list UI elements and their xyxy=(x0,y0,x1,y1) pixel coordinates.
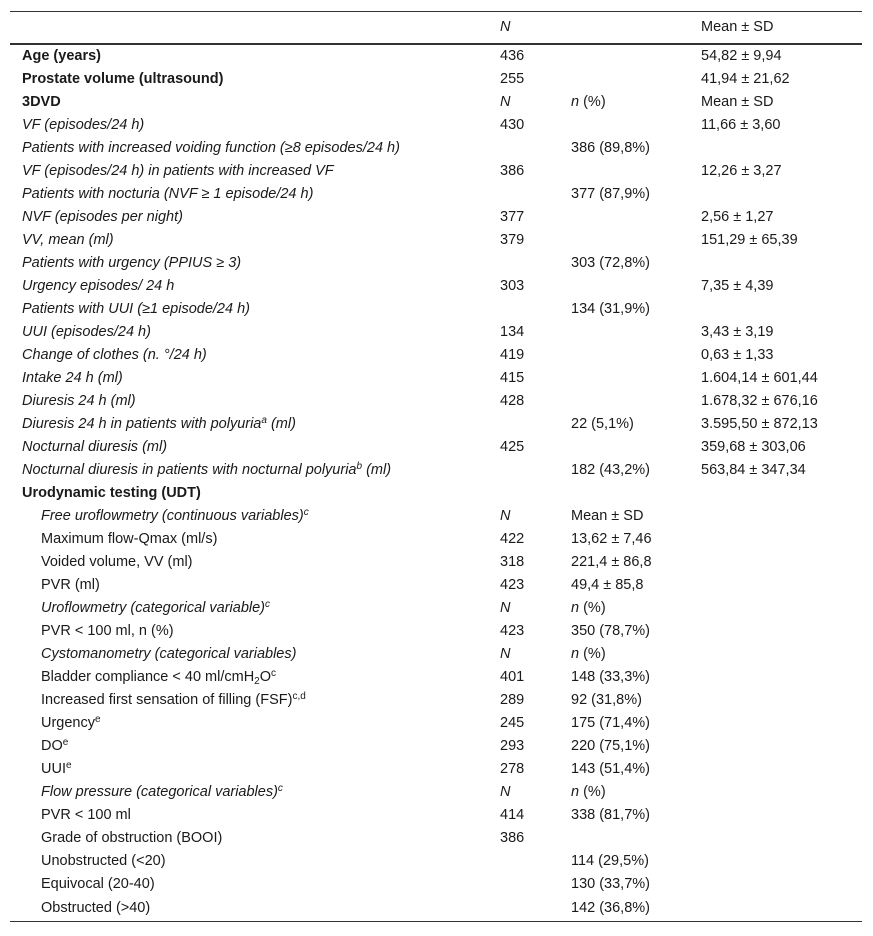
row-label xyxy=(10,758,500,781)
row-mean xyxy=(701,873,862,896)
row-n: N xyxy=(500,600,511,616)
row-label: Voided volume, VV (ml) xyxy=(41,554,193,570)
row-label-text: Nocturnal diuresis in patients with nocturnal polyuria xyxy=(22,462,357,478)
row-mean xyxy=(701,597,862,620)
header-n: N xyxy=(500,19,511,35)
row-label-tail: O xyxy=(259,669,272,685)
table-row xyxy=(10,344,862,367)
row-label-text: DO xyxy=(41,738,63,754)
table-row xyxy=(10,275,862,298)
row-label: PVR < 100 ml, n (%) xyxy=(41,623,174,639)
summary-table-container xyxy=(10,11,862,922)
section-header-row xyxy=(10,482,862,505)
row-pct xyxy=(571,344,701,367)
row-pct xyxy=(571,781,701,804)
row-label: Urgency episodes/ 24 h xyxy=(22,278,175,294)
row-label: VF (episodes/24 h) in patients with increased VF xyxy=(22,163,334,179)
row-n: 423 xyxy=(500,577,525,593)
row-n: 419 xyxy=(500,347,525,363)
subsection-header-row xyxy=(10,597,862,620)
row-label: Unobstructed (<20) xyxy=(41,853,166,869)
row-pct: 338 (81,7%) xyxy=(571,807,650,823)
row-n: 134 xyxy=(500,324,525,340)
row-mean xyxy=(701,850,862,873)
row-label: NVF (episodes per night) xyxy=(22,209,183,225)
table-row xyxy=(10,321,862,344)
row-pct: 142 (36,8%) xyxy=(571,900,650,916)
row-label: Diuresis 24 h (ml) xyxy=(22,393,136,409)
row-n: 289 xyxy=(500,692,525,708)
row-label: Age (years) xyxy=(22,48,101,64)
row-pct: 148 (33,3%) xyxy=(571,669,650,685)
row-mean: Mean ± SD xyxy=(701,94,774,110)
row-label: Patients with urgency (PPIUS ≥ 3) xyxy=(22,255,242,271)
row-label: Patients with UUI (≥1 episode/24 h) xyxy=(22,301,250,317)
row-mean: 11,66 ± 3,60 xyxy=(701,117,781,133)
row-pct: 134 (31,9%) xyxy=(571,301,650,317)
row-pct: 182 (43,2%) xyxy=(571,462,650,478)
table-row xyxy=(10,620,862,643)
subscript: 2 xyxy=(254,676,260,687)
row-label: PVR (ml) xyxy=(41,577,100,593)
row-label: Patients with increased voiding function (≥8 episodes/24 h) xyxy=(22,140,400,156)
header-mean: Mean ± SD xyxy=(701,19,774,35)
row-label: Intake 24 h (ml) xyxy=(22,370,123,386)
row-mean: 3,43 ± 3,19 xyxy=(701,324,774,340)
footnote-marker: e xyxy=(62,737,69,748)
header-pct xyxy=(571,12,701,45)
footnote-marker: b xyxy=(356,461,363,472)
row-pct-n: n xyxy=(571,94,580,110)
row-mean xyxy=(701,298,862,321)
row-pct xyxy=(571,597,701,620)
table-row xyxy=(10,827,862,850)
row-mean: 41,94 ± 21,62 xyxy=(701,71,790,87)
row-label xyxy=(10,689,500,712)
row-pct: 220 (75,1%) xyxy=(571,738,650,754)
row-pct: 114 (29,5%) xyxy=(571,853,649,869)
section-label: Urodynamic testing (UDT) xyxy=(22,485,201,501)
row-n xyxy=(500,298,571,321)
subsection-label: Cystomanometry (categorical variables) xyxy=(41,646,297,662)
row-mean xyxy=(701,827,862,850)
row-pct xyxy=(571,44,701,68)
table-row xyxy=(10,804,862,827)
subsection-label xyxy=(10,597,500,620)
row-mean: 563,84 ± 347,34 xyxy=(701,462,806,478)
table-row xyxy=(10,712,862,735)
table-row xyxy=(10,528,862,551)
table-row xyxy=(10,390,862,413)
row-pct: 13,62 ± 7,46 xyxy=(571,531,652,547)
row-pct: 377 (87,9%) xyxy=(571,186,650,202)
row-pct: 143 (51,4%) xyxy=(571,761,650,777)
row-mean: 0,63 ± 1,33 xyxy=(701,347,774,363)
row-label-text: Increased first sensation of filling (FSF) xyxy=(41,692,293,708)
table-row xyxy=(10,735,862,758)
table-row xyxy=(10,413,862,436)
table-row xyxy=(10,896,862,922)
table-row xyxy=(10,574,862,597)
subsection-header-row xyxy=(10,505,862,528)
row-label-text: Urgency xyxy=(41,715,95,731)
row-mean xyxy=(701,781,862,804)
row-label-tail: (ml) xyxy=(362,462,392,478)
table-row xyxy=(10,758,862,781)
row-n xyxy=(500,896,571,922)
section-label: 3DVD xyxy=(22,94,61,110)
row-pct-n: n xyxy=(571,646,580,662)
footnote-marker: e xyxy=(65,760,72,771)
row-mean: 7,35 ± 4,39 xyxy=(701,278,774,294)
row-n xyxy=(500,183,571,206)
table-row xyxy=(10,459,862,482)
table-header-row xyxy=(10,12,862,45)
row-mean: 359,68 ± 303,06 xyxy=(701,439,806,455)
row-n xyxy=(500,873,571,896)
table-row xyxy=(10,298,862,321)
row-n: 425 xyxy=(500,439,525,455)
row-mean: 3.595,50 ± 872,13 xyxy=(701,416,818,432)
row-n: 423 xyxy=(500,623,525,639)
row-n xyxy=(500,459,571,482)
row-n: N xyxy=(500,94,511,110)
row-mean xyxy=(701,689,862,712)
row-mean xyxy=(701,528,862,551)
row-mean xyxy=(701,482,862,505)
table-row xyxy=(10,183,862,206)
row-pct: 92 (31,8%) xyxy=(571,692,642,708)
row-pct xyxy=(571,68,701,91)
row-n: 255 xyxy=(500,71,525,87)
row-n xyxy=(500,850,571,873)
row-pct xyxy=(571,91,701,114)
row-mean xyxy=(701,896,862,922)
row-pct xyxy=(571,206,701,229)
row-pct xyxy=(571,160,701,183)
row-pct: 386 (89,8%) xyxy=(571,140,650,156)
table-row xyxy=(10,689,862,712)
table-row xyxy=(10,68,862,91)
subsection-label xyxy=(10,505,500,528)
row-label: VV, mean (ml) xyxy=(22,232,114,248)
row-pct-n: n xyxy=(571,600,580,616)
table-row xyxy=(10,44,862,68)
row-n: 430 xyxy=(500,117,525,133)
table-row xyxy=(10,137,862,160)
row-mean: 151,29 ± 65,39 xyxy=(701,232,798,248)
row-pct xyxy=(571,482,701,505)
row-label: Equivocal (20-40) xyxy=(41,876,155,892)
row-pct: 49,4 ± 85,8 xyxy=(571,577,644,593)
row-pct xyxy=(571,436,701,459)
row-n: 422 xyxy=(500,531,525,547)
table-row xyxy=(10,551,862,574)
row-label-text: Diuresis 24 h in patients with polyuria xyxy=(22,416,262,432)
row-n: 436 xyxy=(500,48,525,64)
row-mean xyxy=(701,712,862,735)
row-mean xyxy=(701,551,862,574)
row-label: Nocturnal diuresis (ml) xyxy=(22,439,168,455)
row-n: 318 xyxy=(500,554,525,570)
table-row xyxy=(10,160,862,183)
row-n: 245 xyxy=(500,715,525,731)
subsection-header-row xyxy=(10,781,862,804)
row-n: 379 xyxy=(500,232,525,248)
footnote-marker: c xyxy=(277,783,283,794)
table-row xyxy=(10,229,862,252)
row-n xyxy=(500,137,571,160)
header-label xyxy=(10,12,500,45)
row-label xyxy=(10,712,500,735)
row-mean xyxy=(701,804,862,827)
row-label: Maximum flow-Qmax (ml/s) xyxy=(41,531,218,547)
row-n: 401 xyxy=(500,669,525,685)
row-mean xyxy=(701,758,862,781)
row-label: Change of clothes (n. °/24 h) xyxy=(22,347,207,363)
row-n: 386 xyxy=(500,830,525,846)
table-row xyxy=(10,666,862,689)
row-label xyxy=(10,735,500,758)
row-label xyxy=(10,413,500,436)
row-label: Obstructed (>40) xyxy=(41,900,151,916)
footnote-marker: a xyxy=(261,415,267,426)
row-mean: 54,82 ± 9,94 xyxy=(701,48,782,64)
row-mean xyxy=(701,574,862,597)
row-label: Patients with nocturia (NVF ≥ 1 episode/24 h) xyxy=(22,186,314,202)
row-mean xyxy=(701,137,862,160)
row-label: Prostate volume (ultrasound) xyxy=(22,71,224,87)
row-pct-suffix: (%) xyxy=(579,94,606,110)
row-pct xyxy=(571,275,701,298)
row-n: 377 xyxy=(500,209,525,225)
row-n: 278 xyxy=(500,761,525,777)
row-label: UUI (episodes/24 h) xyxy=(22,324,151,340)
summary-table xyxy=(10,11,862,922)
table-row xyxy=(10,114,862,137)
row-mean xyxy=(701,735,862,758)
row-pct: 22 (5,1%) xyxy=(571,416,634,432)
row-label xyxy=(10,459,500,482)
row-label: Grade of obstruction (BOOI) xyxy=(41,830,223,846)
footnote-marker: c xyxy=(303,507,309,518)
row-label xyxy=(10,666,500,689)
table-row xyxy=(10,436,862,459)
row-label-tail: (ml) xyxy=(266,416,296,432)
row-pct xyxy=(571,114,701,137)
row-label-text: Free uroflowmetry (continuous variables) xyxy=(41,508,304,524)
row-mean: 2,56 ± 1,27 xyxy=(701,209,774,225)
row-n xyxy=(500,413,571,436)
footnote-marker: e xyxy=(95,714,101,725)
table-row xyxy=(10,252,862,275)
row-mean xyxy=(701,252,862,275)
row-mean xyxy=(701,620,862,643)
row-pct: Mean ± SD xyxy=(571,508,644,524)
row-n: N xyxy=(500,784,511,800)
footnote-marker: c xyxy=(271,668,277,679)
row-pct-n: n xyxy=(571,784,580,800)
row-label: PVR < 100 ml xyxy=(41,807,131,823)
row-label-text: Uroflowmetry (categorical variable) xyxy=(41,600,266,616)
row-pct: 221,4 ± 86,8 xyxy=(571,554,652,570)
row-pct: 303 (72,8%) xyxy=(571,255,650,271)
row-pct-suffix: (%) xyxy=(579,646,606,662)
row-pct: 350 (78,7%) xyxy=(571,623,650,639)
row-n xyxy=(500,252,571,275)
row-n: 415 xyxy=(500,370,525,386)
subsection-label xyxy=(10,781,500,804)
section-header-row xyxy=(10,91,862,114)
row-n: 303 xyxy=(500,278,525,294)
row-pct xyxy=(571,367,701,390)
row-mean xyxy=(701,505,862,528)
row-pct xyxy=(571,643,701,666)
row-label: VF (episodes/24 h) xyxy=(22,117,145,133)
table-row xyxy=(10,873,862,896)
row-mean: 12,26 ± 3,27 xyxy=(701,163,782,179)
row-n: 386 xyxy=(500,163,525,179)
row-n: 414 xyxy=(500,807,525,823)
footnote-marker: c,d xyxy=(292,691,306,702)
row-n: 428 xyxy=(500,393,525,409)
subsection-header-row xyxy=(10,643,862,666)
row-mean xyxy=(701,183,862,206)
row-label-text: Bladder compliance < 40 ml/cmH xyxy=(41,669,255,685)
row-pct xyxy=(571,321,701,344)
row-label-text: UUI xyxy=(41,761,66,777)
footnote-marker: c xyxy=(265,599,271,610)
row-pct xyxy=(571,229,701,252)
row-pct-suffix: (%) xyxy=(579,600,606,616)
row-mean: 1.604,14 ± 601,44 xyxy=(701,370,818,386)
table-row xyxy=(10,850,862,873)
row-mean: 1.678,32 ± 676,16 xyxy=(701,393,818,409)
row-pct xyxy=(571,390,701,413)
table-row xyxy=(10,367,862,390)
row-n: N xyxy=(500,508,511,524)
row-n xyxy=(500,482,571,505)
row-pct-suffix: (%) xyxy=(579,784,606,800)
row-mean xyxy=(701,666,862,689)
row-n: N xyxy=(500,646,511,662)
row-n: 293 xyxy=(500,738,525,754)
row-pct: 175 (71,4%) xyxy=(571,715,650,731)
row-pct xyxy=(571,827,701,850)
row-label-text: Flow pressure (categorical variables) xyxy=(41,784,278,800)
row-pct: 130 (33,7%) xyxy=(571,876,650,892)
table-row xyxy=(10,206,862,229)
row-mean xyxy=(701,643,862,666)
